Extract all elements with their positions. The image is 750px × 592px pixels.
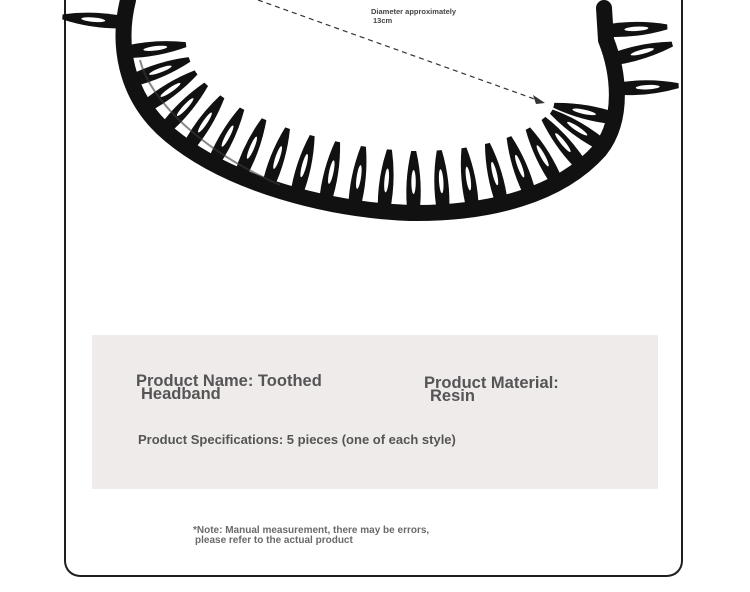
measurement-note-line1: *Note: Manual measurement, there may be errors, xyxy=(193,525,430,536)
diameter-label xyxy=(371,7,456,25)
diameter-arrowhead xyxy=(533,95,545,104)
product-name xyxy=(136,372,322,403)
product-info-panel xyxy=(92,335,658,489)
product-specifications: Product Specifications: 5 pieces (one of each style) xyxy=(138,432,456,447)
product-material-line1: Product Material: xyxy=(424,374,559,392)
product-material-line2: Resin xyxy=(430,387,475,405)
measurement-note-line2: please refer to the actual product xyxy=(195,535,353,546)
diameter-label-text: Diameter approximately xyxy=(371,7,457,16)
product-material xyxy=(424,374,559,405)
diameter-value-text: 13cm xyxy=(373,16,393,25)
product-name-line2: Headband xyxy=(141,385,221,403)
headband-band xyxy=(124,0,617,213)
measurement-note xyxy=(193,526,429,546)
product-name-line1: Product Name: Toothed xyxy=(136,372,322,390)
